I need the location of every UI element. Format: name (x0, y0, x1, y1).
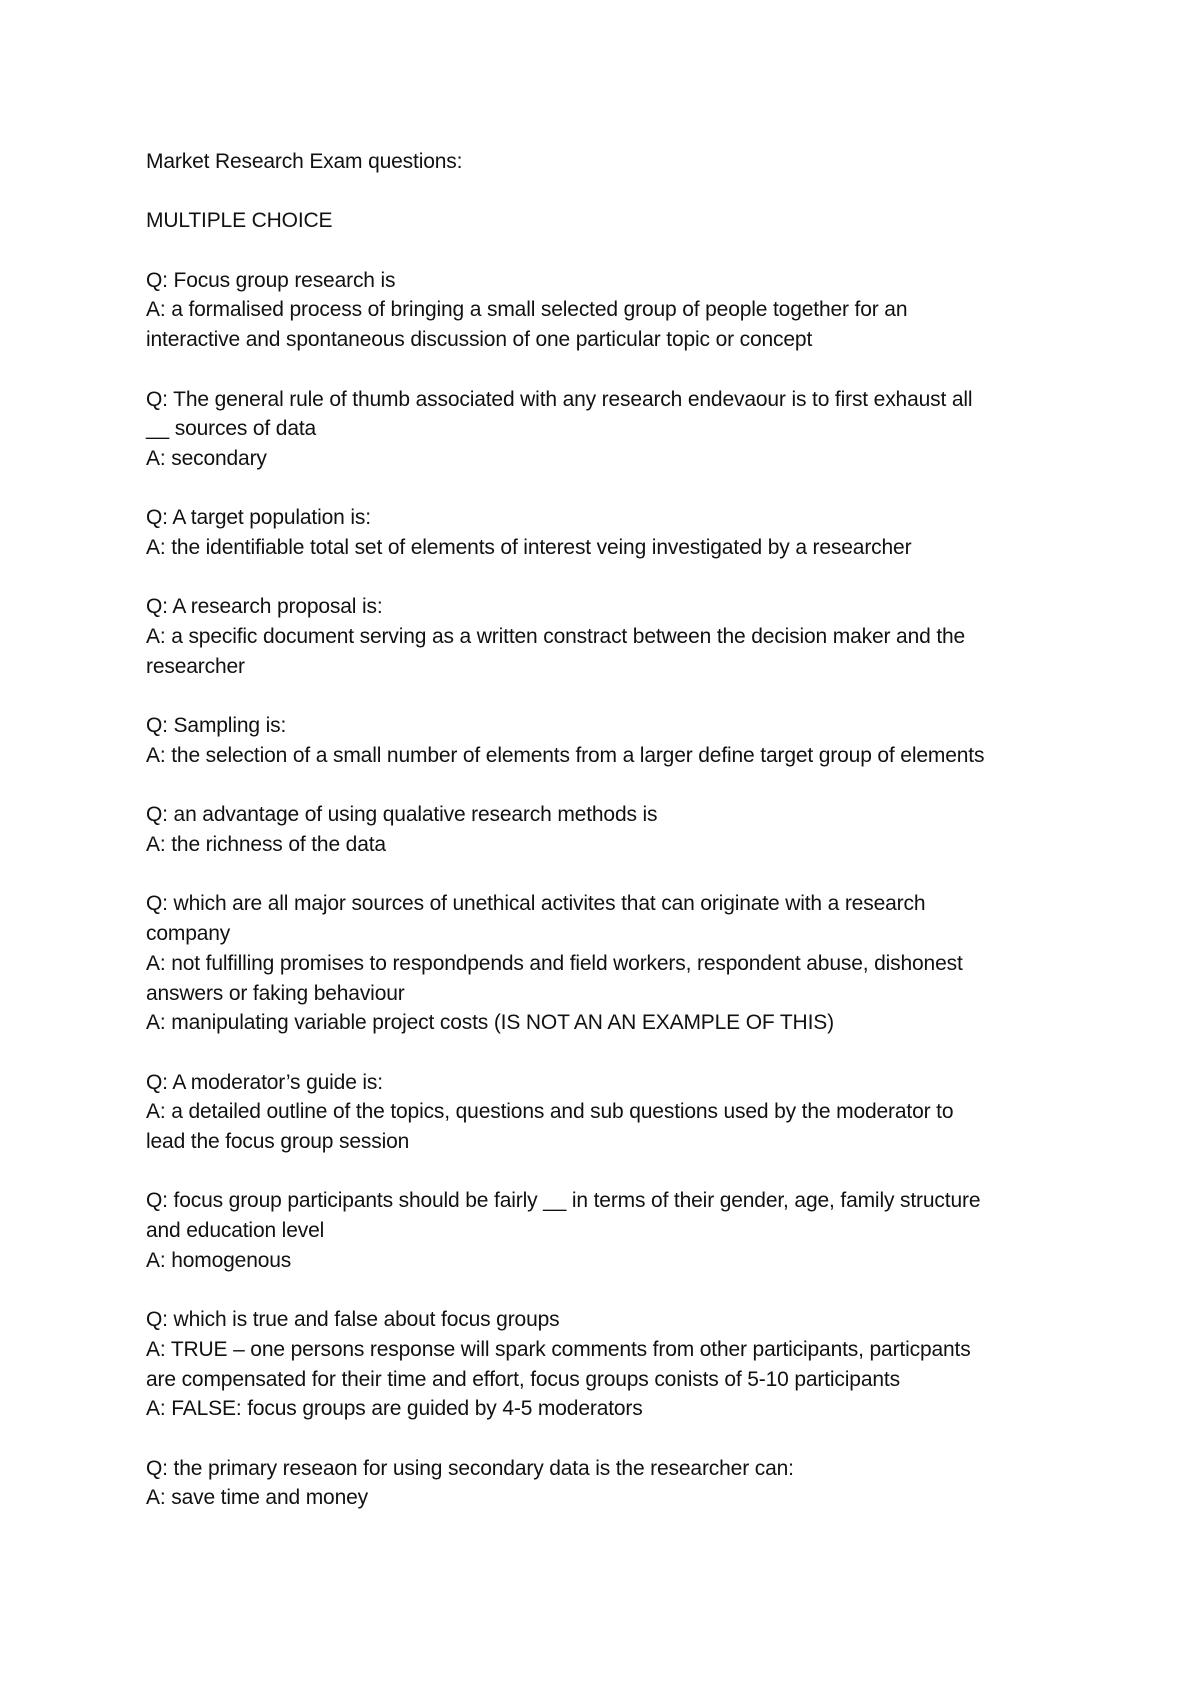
qa-line: A: secondary (146, 446, 267, 470)
qa-line: Q: A research proposal is: (146, 595, 383, 619)
qa-line: company (146, 922, 231, 946)
qa-line: __ sources of data (146, 417, 317, 441)
qa-item (146, 503, 1076, 562)
qa-line: and education level (146, 1219, 325, 1243)
document-title: Market Research Exam questions: (146, 150, 463, 173)
qa-line: Q: which are all major sources of unethical activites that can originate with a research (146, 892, 926, 916)
qa-item (146, 1186, 1076, 1275)
qa-item (146, 711, 1076, 770)
qa-line: A: a specific document serving as a written constract between the decision maker and the (146, 625, 966, 649)
qa-line: A: the selection of a small number of elements from a larger define target group of elements (146, 743, 985, 767)
qa-line: Q: which is true and false about focus groups (146, 1308, 560, 1332)
qa-item (146, 592, 1076, 681)
qa-line: Q: A target population is: (146, 506, 371, 530)
qa-line: answers or faking behaviour (146, 981, 405, 1005)
title-block (146, 147, 1076, 177)
qa-item (146, 800, 1076, 859)
qa-line: Q: A moderator’s guide is: (146, 1070, 383, 1094)
qa-line: A: save time and money (146, 1486, 368, 1510)
qa-line: researcher (146, 654, 245, 678)
section-block (146, 206, 1076, 236)
qa-line: A: TRUE – one persons response will spark comments from other participants, particpants (146, 1337, 971, 1361)
qa-line: A: manipulating variable project costs (IS NOT AN AN EXAMPLE OF THIS) (146, 1011, 834, 1035)
qa-line: Q: The general rule of thumb associated with any research endevaour is to first exhaust all (146, 387, 973, 411)
qa-line: lead the focus group session (146, 1130, 410, 1154)
qa-line: A: the identifiable total set of elements of interest veing investigated by a researcher (146, 536, 912, 560)
qa-item (146, 1068, 1076, 1157)
document-body (146, 147, 1076, 1513)
qa-line: are compensated for their time and effort, focus groups conists of 5-10 participants (146, 1367, 900, 1391)
section-heading: MULTIPLE CHOICE (146, 209, 333, 233)
qa-line: A: FALSE: focus groups are guided by 4-5 moderators (146, 1397, 643, 1421)
qa-line: Q: focus group participants should be fairly __ in terms of their gender, age, family structure (146, 1189, 981, 1213)
qa-item (146, 1454, 1076, 1513)
qa-item (146, 385, 1076, 474)
qa-item (146, 266, 1076, 355)
qa-line: interactive and spontaneous discussion of one particular topic or concept (146, 328, 813, 352)
qa-line: A: homogenous (146, 1248, 292, 1272)
qa-line: Q: an advantage of using qualative research methods is (146, 803, 658, 827)
qa-line: Q: Focus group research is (146, 268, 396, 292)
qa-line: Q: the primary reseaon for using secondary data is the researcher can: (146, 1456, 794, 1480)
qa-line: A: a formalised process of bringing a small selected group of people together for an (146, 298, 908, 322)
qa-item (146, 1305, 1076, 1424)
qa-list (146, 266, 1076, 1513)
qa-line: A: not fulfilling promises to respondpends and field workers, respondent abuse, dishonest (146, 951, 963, 975)
qa-line: Q: Sampling is: (146, 714, 287, 738)
qa-line: A: a detailed outline of the topics, questions and sub questions used by the moderator to (146, 1100, 954, 1124)
qa-item (146, 889, 1076, 1038)
qa-line: A: the richness of the data (146, 833, 386, 857)
